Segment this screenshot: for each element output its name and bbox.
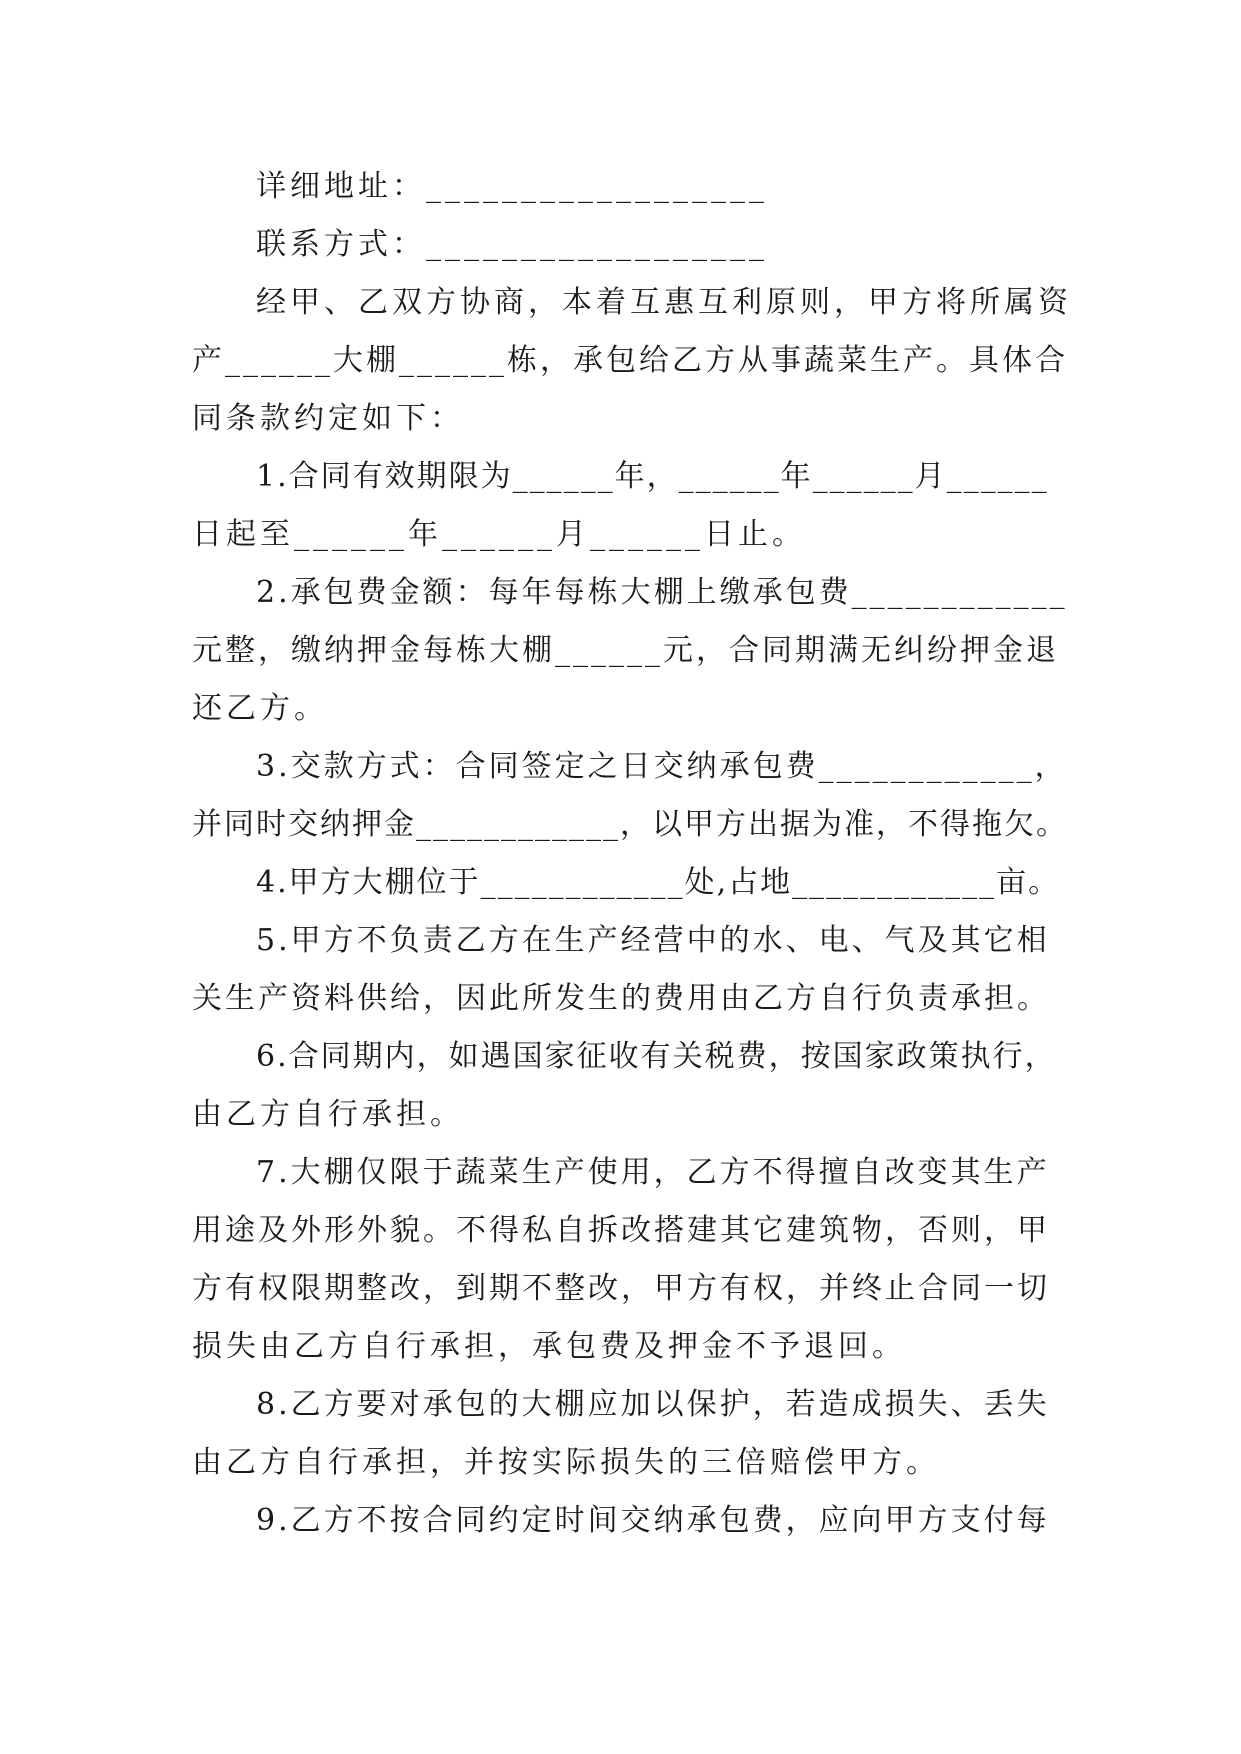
paragraph-intro-line: 产______大棚______栋，承包给乙方从事蔬菜生产。具体合 xyxy=(192,343,1068,378)
clause-2-line: 2.承包费金额：每年每栋大棚上缴承包费____________ xyxy=(256,575,1068,610)
paragraph-intro-line: 经甲、乙双方协商，本着互惠互利原则，甲方将所属资 xyxy=(256,285,1072,320)
clause-3-line: 3.交款方式：合同签定之日交纳承包费____________， xyxy=(256,749,1068,784)
clause-4-line: 4.甲方大棚位于____________处,占地____________亩。 xyxy=(256,865,1061,900)
clause-6-line: 由乙方自行承担。 xyxy=(192,1097,464,1132)
clause-8-line: 8.乙方要对承包的大棚应加以保护，若造成损失、丢失 xyxy=(256,1387,1050,1422)
contact-line: 联系方式：__________________ xyxy=(256,227,768,262)
contract-body xyxy=(192,158,1072,1550)
clause-7-line: 用途及外形外貌。不得私自拆改搭建其它建筑物，否则，甲 xyxy=(192,1213,1050,1248)
clause-5-line: 关生产资料供给，因此所发生的费用由乙方自行负责承担。 xyxy=(192,981,1050,1016)
clause-9-line: 9.乙方不按合同约定时间交纳承包费，应向甲方支付每 xyxy=(256,1503,1050,1538)
clause-7-line: 方有权限期整改，到期不整改，甲方有权，并终止合同一切 xyxy=(192,1271,1050,1306)
clause-2-line: 还乙方。 xyxy=(192,691,328,726)
clause-8-line: 由乙方自行承担，并按实际损失的三倍赔偿甲方。 xyxy=(192,1445,940,1480)
clause-2-line: 元整，缴纳押金每栋大棚______元，合同期满无纠纷押金退 xyxy=(192,633,1059,668)
clause-1-line: 1.合同有效期限为______年，______年______月______ xyxy=(256,459,1049,494)
clause-7-line: 损失由乙方自行承担，承包费及押金不予退回。 xyxy=(192,1329,906,1364)
clause-7-line: 7.大棚仅限于蔬菜生产使用，乙方不得擅自改变其生产 xyxy=(256,1155,1050,1190)
clause-1-line: 日起至______年______月______日止。 xyxy=(192,517,806,552)
address-line: 详细地址：__________________ xyxy=(256,169,768,204)
clause-5-line: 5.甲方不负责乙方在生产经营中的水、电、气及其它相 xyxy=(256,923,1050,958)
paragraph-intro-line: 同条款约定如下： xyxy=(192,401,464,436)
clause-6-line: 6.合同期内，如遇国家征收有关税费，按国家政策执行， xyxy=(256,1039,1057,1074)
clause-3-line: 并同时交纳押金____________，以甲方出据为准，不得拖欠。 xyxy=(192,807,1068,842)
